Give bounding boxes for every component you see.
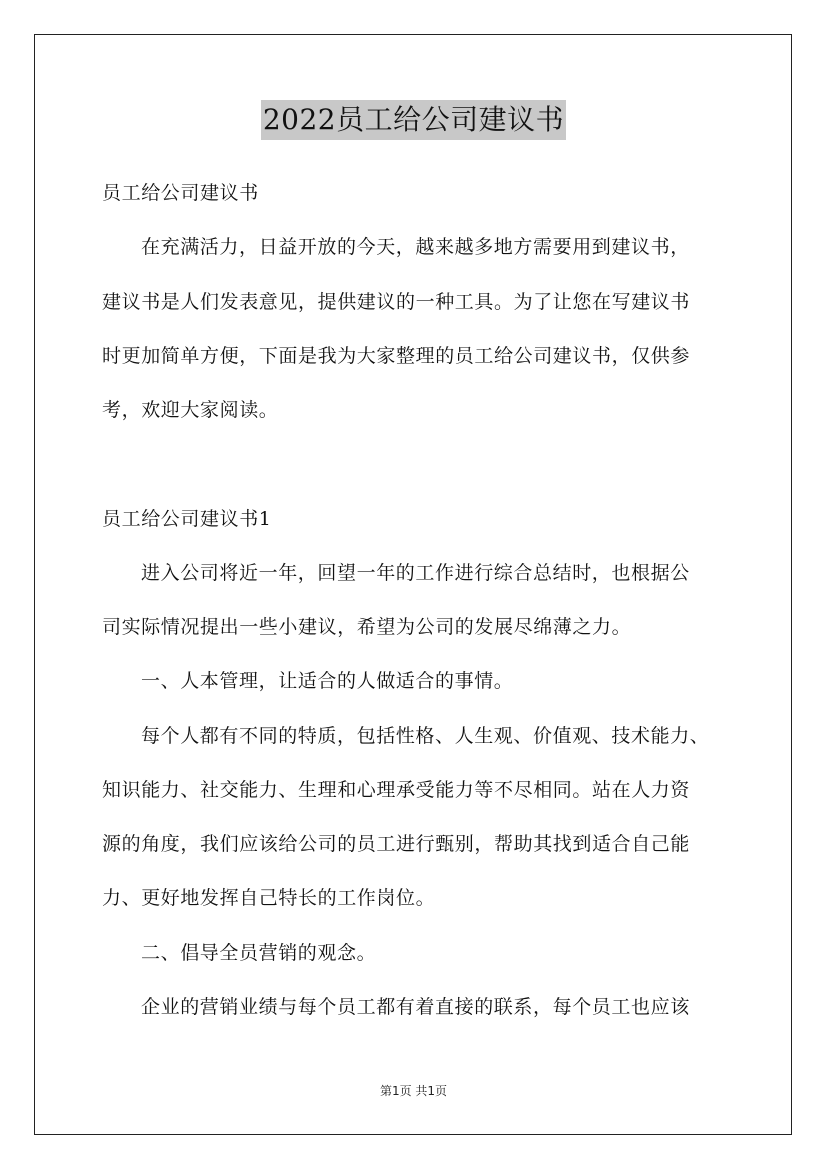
body-line-5: 知识能力、社交能力、生理和心理承受能力等不尽相同。站在人力资 bbox=[102, 779, 691, 801]
body-line-4: 每个人都有不同的特质，包括性格、人生观、价值观、技术能力、 bbox=[141, 725, 710, 747]
title-container bbox=[0, 100, 827, 140]
page-footer: 第1页 共1页 bbox=[379, 1084, 448, 1098]
point-heading-1: 一、人本管理，让适合的人做适合的事情。 bbox=[141, 670, 514, 692]
point-heading-2: 二、倡导全员营销的观念。 bbox=[141, 942, 377, 964]
intro-line-1: 在充满活力，日益开放的今天，越来越多地方需要用到建议书， bbox=[141, 236, 690, 258]
section-heading: 员工给公司建议书1 bbox=[102, 508, 272, 530]
body-line-7: 力、更好地发挥自己特长的工作岗位。 bbox=[102, 887, 436, 909]
intro-line-2: 建议书是人们发表意见，提供建议的一种工具。为了让您在写建议书 bbox=[102, 291, 691, 313]
body-line-6: 源的角度，我们应该给公司的员工进行甄别，帮助其找到适合自己能 bbox=[102, 833, 691, 855]
body-line-9: 企业的营销业绩与每个员工都有着直接的联系，每个员工也应该 bbox=[141, 996, 690, 1018]
subtitle: 员工给公司建议书 bbox=[102, 182, 259, 204]
intro-line-3: 时更加简单方便，下面是我为大家整理的员工给公司建议书，仅供参 bbox=[102, 345, 691, 367]
intro-line-4: 考，欢迎大家阅读。 bbox=[102, 399, 279, 421]
body-line-1: 进入公司将近一年，回望一年的工作进行综合总结时，也根据公 bbox=[141, 562, 690, 584]
body-line-2: 司实际情况提出一些小建议，希望为公司的发展尽绵薄之力。 bbox=[102, 616, 632, 638]
document-title: 2022员工给公司建议书 bbox=[261, 100, 566, 140]
